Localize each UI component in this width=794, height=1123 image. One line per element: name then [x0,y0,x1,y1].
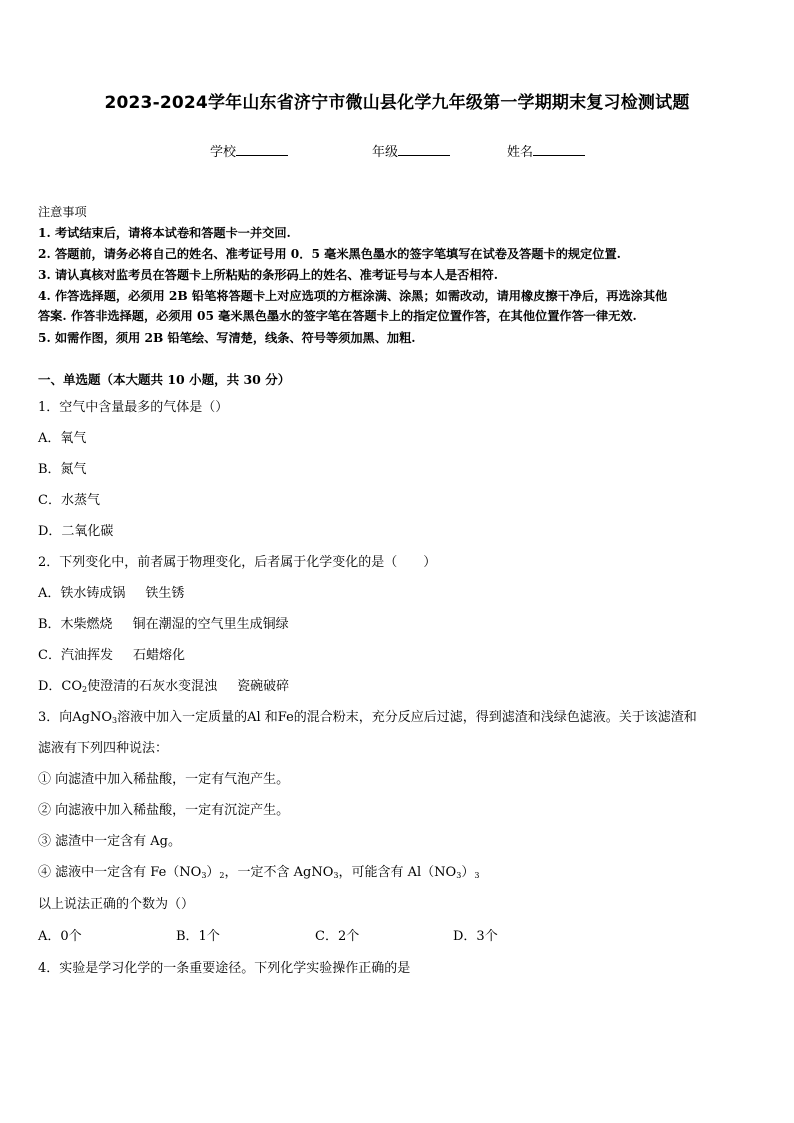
q3-option-b[interactable]: B．1个 [176,929,220,944]
q2-option-c[interactable] [38,644,185,663]
q2-option-d[interactable] [38,675,289,694]
question-1-stem: 1．空气中含量最多的气体是（） [38,400,229,415]
q3-s4-sub: 3 [333,871,339,880]
notice-item: 4. 作答选择题，必须用 2B 铅笔将答题卡上对应选项的方框涂满、涂黑；如需改动，请用橡皮擦干净后，再选涂其他 [38,289,668,303]
question-3-stem [38,706,697,725]
q2-b-part1: B．木柴燃烧 [38,617,113,632]
q3-option-a[interactable]: A．0个 [38,929,82,944]
q2-c-part2: 石蜡熔化 [132,648,185,663]
q2-b-part2: 铜在潮湿的空气里生成铜绿 [132,617,289,632]
q3-s4-sub: 3 [474,871,480,880]
name-blank[interactable] [533,143,585,156]
name-label: 姓名 [507,145,534,160]
q3-option-c[interactable]: C．2个 [315,929,360,944]
q3-statement-1: ① 向滤渣中加入稀盐酸，一定有气泡产生。 [38,772,290,787]
grade-blank[interactable] [398,143,450,156]
q3-statement-3: ③ 滤渣中一定含有 Ag。 [38,834,181,849]
section-heading: 一、单选题（本大题共 10 小题，共 30 分） [38,372,291,387]
q1-option-b[interactable]: B．氮气 [38,462,87,477]
notice-heading: 注意事项 [38,205,87,219]
notice-item: 答案. 作答非选择题，必须用 05 毫米黑色墨水的签字笔在答题卡上的指定位置作答，在其他位置作答一律无效. [38,309,637,323]
q3-option-d[interactable]: D．3个 [453,929,498,944]
school-label: 学校 [210,145,237,160]
q2-d-part2: 瓷碗破碎 [237,679,290,694]
q3-s4-part: ④ 滤液中一定含有 Fe（NO [38,865,202,880]
q3-statement-4 [38,861,479,880]
q3-stem-part: 溶液中加入一定质量的Al 和Fe的混合粉末，充分反应后过滤，得到滤渣和浅绿色滤液。关于该滤渣和 [117,710,697,725]
q3-s4-sub: 3 [201,871,207,880]
notice-item: 5. 如需作图，须用 2B 铅笔绘、写清楚，线条、符号等须加黑、加粗. [38,331,416,345]
q2-a-part1: A．铁水铸成锅 [38,586,126,601]
q2-option-a[interactable] [38,582,184,601]
q3-s4-part: ，可能含有 Al（NO [338,865,457,880]
school-blank[interactable] [236,143,288,156]
q3-stem-part: 3．向AgNO [38,710,113,725]
q3-stem-subscript: 3 [112,716,118,725]
q2-d-part1: 使澄清的石灰水变混浊 [87,679,218,694]
q2-a-part2: 铁生锈 [145,586,185,601]
q3-ask: 以上说法正确的个数为（） [38,897,195,912]
q3-s4-sub: 2 [219,871,225,880]
q1-option-a[interactable]: A．氧气 [38,431,87,446]
q3-s4-part: ） [206,865,220,880]
school-field[interactable] [210,141,288,160]
q1-option-c[interactable]: C．水蒸气 [38,493,100,508]
question-3-stem-cont: 滤液有下列四种说法： [38,741,169,756]
q1-option-d[interactable]: D．二氧化碳 [38,524,114,539]
notice-item: 2. 答题前，请务必将自己的姓名、准考证号用 0．5 毫米黑色墨水的签字笔填写在试卷及答题卡的规定位置. [38,247,621,261]
q3-s4-part: ） [461,865,475,880]
page-title: 2023-2024学年山东省济宁市微山县化学九年级第一学期期末复习检测试题 [104,93,690,113]
q3-s4-sub: 3 [456,871,462,880]
q3-statement-2: ② 向滤液中加入稀盐酸，一定有沉淀产生。 [38,803,290,818]
notice-item: 1. 考试结束后，请将本试卷和答题卡一并交回. [38,226,291,240]
notice-item: 3. 请认真核对监考员在答题卡上所粘贴的条形码上的姓名、准考证号与本人是否相符. [38,268,498,282]
question-4-stem: 4．实验是学习化学的一条重要途径。下列化学实验操作正确的是 [38,961,411,976]
q2-d-subscript: 2 [82,685,88,694]
grade-label: 年级 [372,145,399,160]
grade-field[interactable] [372,141,450,160]
q2-option-b[interactable] [38,613,289,632]
q2-c-part1: C．汽油挥发 [38,648,113,663]
q3-s4-part: ，一定不含 AgNO [224,865,334,880]
question-2-stem: 2．下列变化中，前者属于物理变化，后者属于化学变化的是（ ） [38,555,437,570]
q2-d-prefix: D．CO [38,679,83,694]
name-field[interactable] [507,141,585,160]
